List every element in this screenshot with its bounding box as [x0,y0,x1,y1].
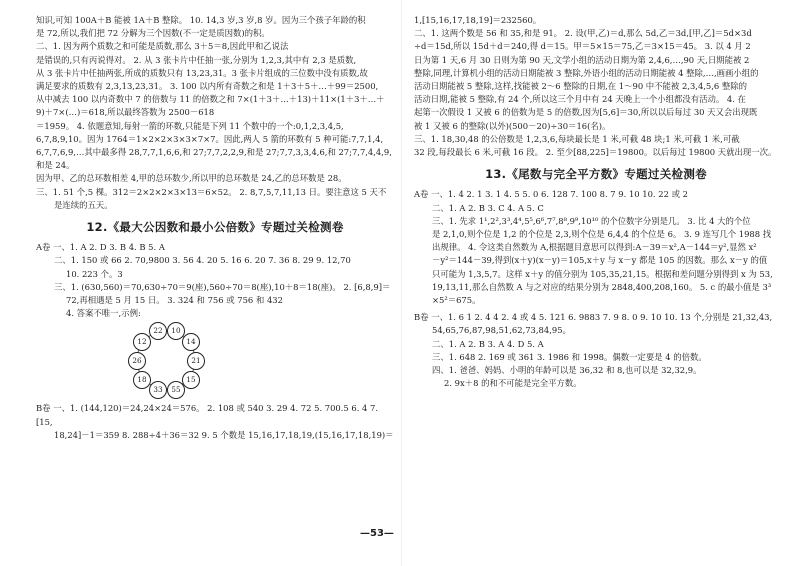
answer-line: 出规律。 4. 令这类自然数为 A,根据题目意思可以得到:A－39＝x²,A－144＝y²,显然 x² [432,242,757,253]
answer-line: 起第一次假设 1 又被 6 的倍数为是 5 的倍数,因为[5,6]＝30,所以以后每过 30 天又会出现既 [414,107,758,118]
answer-line: 1,[15,16,17,18,19]＝232560。 [414,15,542,25]
answer-line: 整除,同理,计算机小组的活动日期能被 3 整除,外语小组的活动日期能被 4 整除,…,画画小组的 [414,67,759,78]
answer-line: 三、1. 648 2. 169 或 361 3. 1986 和 1998。偶数一定要是 4 的倍数。 [432,351,707,362]
answer-line: －y²＝144－39,得到(x＋y)(x－y)＝105,x＋y 与 x－y 都是 105 的因数。那么 x－y 的值 [432,255,768,266]
answer-line: 活动日期,能被 5 整除,有 24 个,所以这三个月中有 24 天晚上一个小组都没有活动。 4. 在 [414,94,746,105]
answer-line: A卷 一、1. A 2. D 3. B 4. B 5. A [36,242,165,253]
answer-line: 四、1. 爸爸、妈妈、小明的年龄可以是 36,32 和 8,也可以是 32,32,9。 [432,365,702,376]
answer-line: 是 72,所以,我们把 72 分解为三个因数(不一定是质因数)的积。 [36,28,270,39]
answer-line: 三、1. (630,560)＝70,630÷70＝9(座),560÷70＝8(座),10＋8＝18(座)。 2. [6,8,9]＝ [54,281,391,292]
answer-line: 9)＋7×(…)＝618,所以最终答数为 2500－618 [36,107,215,118]
answer-line: 只可能为 1,3,5,7。这样 x＋y 的值分别为 105,35,21,15。根据和差问题分别得到 x 为 53, [432,268,773,279]
answer-line: 从 3 张卡片中任抽两张,所成的质数只有 13,23,31。3 张卡片组成的三位数中没有质数,故 [36,67,368,78]
answer-line: 10. 223 个。3 [66,268,123,279]
answer-line: 二、1. 因为两个质数之和可能是质数,那么 3＋5＝8,因此甲和乙说法 [36,41,289,52]
page-number: —53— [360,528,394,539]
right-column [414,14,778,390]
answer-line: 日为第 1 天,6 月 30 日则为第 90 天,文学小组的活动日期为第 2,4,6,…,90 天,日期能被 2 [414,54,750,65]
answer-line: 二、1. A 2. B 3. A 4. D 5. A [432,338,544,349]
answer-line: 三、1. 18,30,48 的公倍数是 1,2,3,6,每块最长是 1 米,可截 48 块;1 米,可截 1 米,可截 [414,133,740,144]
answer-line: ＝1959。 4. 依题意知,每射一箭的环数,只能是下列 11 个数中的一个:0,1,2,3,4,5, [36,120,344,131]
answer-line: B卷 一、1. (144,120)＝24,24×24＝576。 2. 108 或 540 3. 29 4. 72 5. 700.5 6. 4 7. [15, [36,403,379,427]
answer-line: 6,7,8,9,10。因为 1764＝1×2×2×3×3×7×7。因此,两人 5 箭的环数有 5 种可能:7,7,1,4, [36,133,384,144]
answer-line: A卷 一、1. 4 2. 1 3. 1 4. 5 5. 0 6. 128 7. 100 8. 7 9. 10 10. 22 或 2 [414,189,688,200]
answer-line: B卷 一、1. 6 1 2. 4 4 2. 4 或 4 5. 121 6. 9883 7. 9 8. 0 9. 10 10. 13 个,分别是 21,32,43, [414,312,773,323]
answer-line: 72,再相遇是 5 月 15 日。 3. 324 和 756 或 756 和 432 [66,295,283,306]
circle-node: 14 [182,333,200,351]
answer-line: 18,24]－1＝359 8. 288÷4＋36＝32 9. 5 个数是 15,16,17,18,19,(15,16,17,18,19)＝ [54,429,394,440]
number-circle-diagram [128,322,204,398]
answer-line: 4. 答案不唯一,示例: [66,308,141,319]
answer-line: 54,65,76,87,98,51,62,73,84,95。 [432,325,571,336]
answer-line: 19,13,11,那么自然数 A 与之对应的结果分别为 2848,400,208,160。 5. c 的最小值是 3³ [432,281,772,292]
answer-line: ÷d＝15d,所以 15d＋d＝240,得 d＝15。甲＝5×15＝75,乙＝3×15＝45。 3. 以 4 月 2 [414,41,751,52]
left-column [36,14,394,442]
circle-node: 18 [133,371,151,389]
circle-node: 22 [149,322,167,340]
answer-line: 活动日期能被 5 整除,这样,找能被 2～6 整除的日期,在 1～90 中不能被 2,3,4,5,6 整除的 [414,81,748,92]
answer-line: 因为甲、乙的总环数相差 4,甲的总环数少,所以甲的总环数是 24,乙的总环数是 28。 [36,173,347,184]
answer-line: 二、1. 这两个数是 56 和 35,和是 91。 2. 设(甲,乙)＝d,那么 5d,乙＝3d,[甲,乙]＝5d×3d [414,28,752,39]
answer-line: 三、1. 51 个,5 棵。312＝2×2×2×3×13＝6×52。 2. 8,7,5,7,11,13 日。要注意这 5 天不 [36,186,387,197]
answer-line: 三、1. 先求 1¹,2²,3³,4⁴,5⁵,6⁶,7⁷,8⁸,9⁹,10¹⁰ 的个位数字分别是几。 3. 比 4 大的个位 [432,215,751,226]
answer-line: 二、1. A 2. B 3. C 4. A 5. C [432,202,544,213]
answer-line: 是连续的五天。 [54,199,113,210]
answer-line: 2. 9x＋8 的和不可能是完全平方数。 [444,378,582,389]
section-12-title: 12.《最大公因数和最小公倍数》专题过关检测卷 [86,220,344,235]
section-13-title: 13.《尾数与完全平方数》专题过关检测卷 [485,167,707,182]
answer-line: 是错误的,只有丙说得对。 2. 从 3 张卡片中任抽一张,分别为 1,2,3,其中有 2,3 是质数, [36,54,357,65]
answer-line: 被 1 又被 6 的整除(以外)(500－20)÷30＝16(名)。 [414,120,611,131]
answer-line: 满足要求的质数有 2,3,13,23,31。 3. 100 以内所有奇数之和是 1＋3＋5＋…＋99＝2500, [36,81,379,92]
answer-line: ×5²＝675。 [432,295,481,306]
circle-node: 15 [182,371,200,389]
answer-line: 二、1. 150 或 66 2. 70,9800 3. 56 4. 20 5. 16 6. 20 7. 36 8. 29 9. 12,70 [54,255,351,266]
circle-node: 33 [149,381,167,399]
circle-node: 10 [167,322,185,340]
answer-line: 6,7,7,6,9,…其中最多得 28,7,7,1,6,6,和 27;7,7,2,2,9,和是 27;7,7,3,3,4,6,和 27;7,7,4,4,9,和是 24。 [36,147,392,171]
circle-node: 21 [187,352,205,370]
answer-line: 知识,可知 100A＋B 能被 1A＋B 整除。 10. 14,3 岁,3 岁,8 岁。因为三个孩子年龄的积 [36,15,366,25]
circle-node: 12 [133,333,151,351]
answer-line: 是 2,1,0,则个位是 1,2 的个位是 2,3,则个位是 6,4,4 的个位是 6。 3. 9 连写几个 1988 找 [432,229,772,240]
answer-line: 从中减去 100 以内奇数中 7 的倍数与 11 的倍数之和 7×(1＋3＋…＋13)＋11×(1＋3＋…＋ [36,94,385,105]
circle-node: 55 [167,381,185,399]
circle-node: 26 [128,352,146,370]
answer-line: 32 段,每段最长 6 米,可截 16 段。 2. 至少[88,225]＝19800。以后每过 19800 天就出现一次。 [414,147,777,158]
page-fold [401,0,402,566]
